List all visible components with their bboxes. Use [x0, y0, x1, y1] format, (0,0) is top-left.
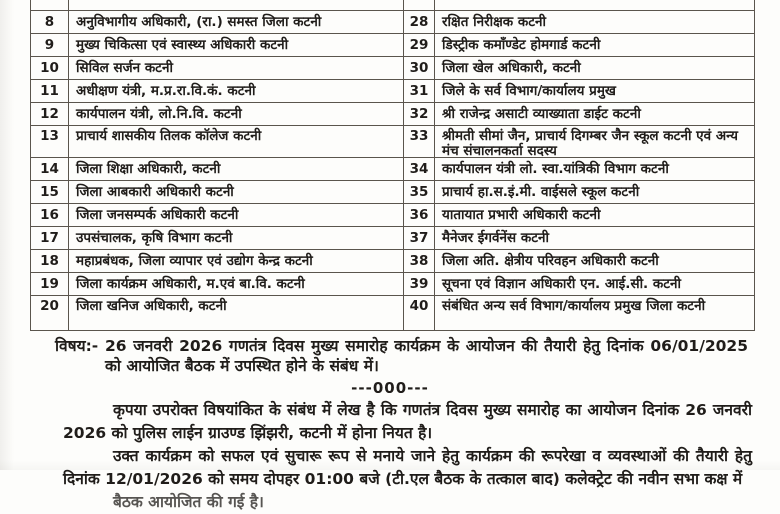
row-number-cell: 11 — [30, 80, 68, 102]
body-paragraph-2: उक्त कार्यक्रम को सफल एवं सुचारू रूप से मनाये जाने हेतु कार्यक्रम की रूपरेखा व व्यवस्थाओं की तैयारी हेतु दिनांक 12/01/2026 को समय दोपहर 01:00 बजे (टी.एल बैठक के तत्काल बाद) कलेक्ट्रेट की नवीन सभा कक्ष में — [63, 447, 752, 488]
designation-cell — [68, 0, 403, 10]
row-number-cell: 8 — [30, 11, 68, 33]
row-number-cell: 30 — [403, 57, 434, 79]
row-number-cell: 34 — [403, 158, 434, 180]
row-number-cell: 31 — [403, 80, 434, 102]
designation-cell: महाप्रबंधक, जिला व्यापार एवं उद्योग केन्द्र कटनी — [68, 250, 403, 272]
row-number-cell: 37 — [403, 227, 434, 249]
designation-cell: श्रीमती सीमां जैन, प्राचार्य दिगम्बर जैन स्कूल कटनी एवं अन्य मंच संचालनकर्ता सदस्य — [434, 126, 754, 159]
subject-text: 26 जनवरी 2026 गणतंत्र दिवस मुख्य समारोह कार्यक्रम के आयोजन की तैयारी हेतु दिनांक 06/01/2025 को आयोजित बैठक में उपस्थित होने के संबंध में। — [104, 337, 748, 375]
row-number-cell: 32 — [403, 103, 434, 125]
table-row — [30, 250, 754, 273]
body-paragraph-1: कृपया उपरोक्त विषयांकित के संबंध में लेख है कि गणतंत्र दिवस मुख्य समारोह का आयोजन दिनांक 26 जनवरी 2026 को पुलिस लाईन ग्राउण्ड झिंझरी, कटनी में होना नियत है। — [63, 401, 752, 442]
table-row — [30, 11, 754, 34]
table-row — [30, 103, 754, 126]
row-number-cell: 14 — [30, 158, 68, 180]
table-row — [30, 296, 754, 331]
row-number-cell: 20 — [30, 296, 68, 330]
designation-cell: कार्यपालन यंत्री लो. स्वा.यांत्रिकी विभाग कटनी — [434, 158, 754, 180]
designation-cell: जिला कार्यक्रम अधिकारी, म.एवं बा.वि. कटनी — [68, 273, 403, 295]
row-number-cell: 10 — [30, 57, 68, 79]
table-row — [30, 227, 754, 250]
subject-label: विषय:- — [55, 337, 99, 355]
row-number-cell: 38 — [403, 250, 434, 272]
row-number-cell: 19 — [30, 273, 68, 295]
table-row-partial-top — [30, 0, 754, 11]
table-row — [30, 273, 754, 296]
row-number-cell: 29 — [403, 34, 434, 56]
designation-cell: सूचना एवं विज्ञान अधिकारी एन. आई.सी. कटनी — [434, 273, 754, 295]
subject-line — [55, 336, 748, 376]
designation-cell: जिला शिक्षा अधिकारी, कटनी — [68, 158, 403, 180]
designation-cell: सिविल सर्जन कटनी — [68, 57, 403, 79]
table-row — [30, 80, 754, 103]
row-number-cell: 9 — [30, 34, 68, 56]
row-number-cell — [30, 0, 68, 10]
row-number-cell: 35 — [403, 181, 434, 203]
designation-cell: डिस्ट्रीक कमाँण्डेट होमगार्ड कटनी — [434, 34, 754, 56]
designation-cell — [434, 0, 754, 10]
designation-cell: जिला अति. क्षेत्रीय परिवहन अधिकारी कटनी — [434, 250, 754, 272]
designation-cell: प्राचार्य हा.स.इं.मी. वाईसले स्कूल कटनी — [434, 181, 754, 203]
designation-cell: कार्यपालन यंत्री, लो.नि.वि. कटनी — [68, 103, 403, 125]
designation-cell: उपसंचालक, कृषि विभाग कटनी — [68, 227, 403, 249]
designation-cell: जिला आबकारी अधिकारी कटनी — [68, 181, 403, 203]
row-number-cell: 13 — [30, 126, 68, 159]
row-number-cell: 12 — [30, 103, 68, 125]
designation-cell: जिला जनसम्पर्क अधिकारी कटनी — [68, 204, 403, 226]
designation-cell: संबंधित अन्य सर्व विभाग/कार्यालय प्रमुख जिला कटनी — [434, 296, 754, 330]
row-number-cell: 16 — [30, 204, 68, 226]
designation-cell: मुख्य चिकित्सा एवं स्वास्थ्य अधिकारी कटनी — [68, 34, 403, 56]
row-number-cell: 15 — [30, 181, 68, 203]
table-row — [30, 57, 754, 80]
row-number-cell: 40 — [403, 296, 434, 330]
row-number-cell: 28 — [403, 11, 434, 33]
designation-cell: अनुविभागीय अधिकारी, (रा.) समस्त जिला कटनी — [68, 11, 403, 33]
row-number-cell — [403, 0, 434, 10]
section-separator: ---000--- — [351, 379, 429, 397]
row-number-cell: 39 — [403, 273, 434, 295]
row-number-cell: 36 — [403, 204, 434, 226]
row-number-cell: 33 — [403, 126, 434, 159]
designation-cell: जिला खेल अधिकारी, कटनी — [434, 57, 754, 79]
table-row — [30, 181, 754, 204]
table-row — [30, 204, 754, 227]
designation-cell: अधीक्षण यंत्री, म.प्र.रा.वि.कं. कटनी — [68, 80, 403, 102]
designation-cell: यातायात प्रभारी अधिकारी कटनी — [434, 204, 754, 226]
row-number-cell: 18 — [30, 250, 68, 272]
table-row — [30, 126, 754, 158]
table-row — [30, 158, 754, 181]
designation-cell: जिले के सर्व विभाग/कार्यालय प्रमुख — [434, 80, 754, 102]
row-number-cell: 17 — [30, 227, 68, 249]
table-row — [30, 34, 754, 57]
designation-cell: रक्षित निरीक्षक कटनी — [434, 11, 754, 33]
designation-cell: प्राचार्य शासकीय तिलक कॉलेज कटनी — [68, 126, 403, 159]
officials-invitee-table — [30, 0, 755, 331]
designation-cell: जिला खनिज अधिकारी, कटनी — [68, 296, 403, 330]
designation-cell: श्री राजेन्द्र असाटी व्याख्याता डाईट कटनी — [434, 103, 754, 125]
designation-cell: मैनेजर ईगर्वनेंस कटनी — [434, 227, 754, 249]
clipped-bottom-line: बैठक आयोजित की गई है। — [113, 493, 264, 511]
